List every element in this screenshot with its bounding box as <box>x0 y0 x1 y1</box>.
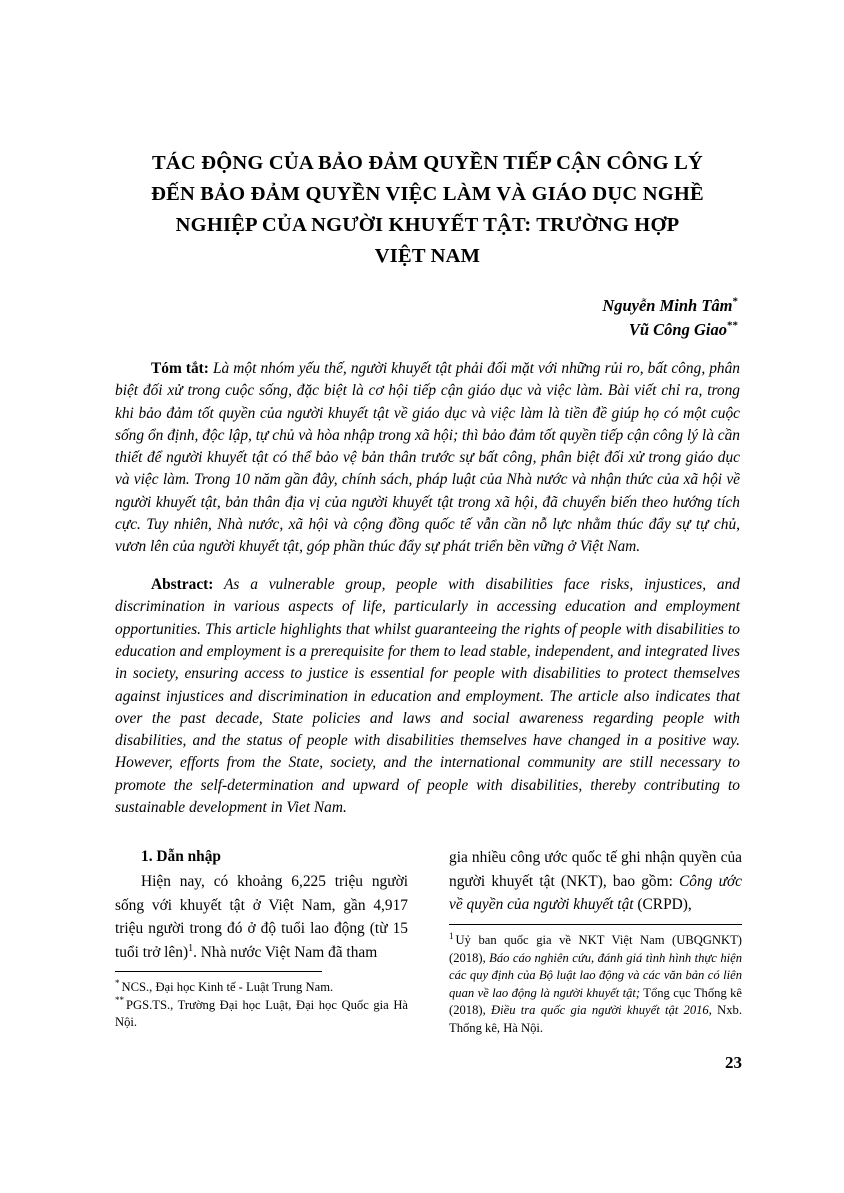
title-line-4: VIỆT NAM <box>374 245 481 267</box>
footnote-area-right <box>449 924 742 1038</box>
author-2 <box>115 318 738 342</box>
footnote-1-marker: 1 <box>449 930 454 941</box>
abstract-vietnamese <box>115 358 740 559</box>
author-list <box>115 294 740 342</box>
abstract-vietnamese-label: Tóm tắt: <box>151 360 209 377</box>
footnote-1-part1: Uỷ ban quốc gia về NKT Việt Nam (UBQGNKT) (2018), <box>449 933 742 965</box>
title-line-3: NGHIỆP CỦA NGƯỜI KHUYẾT TẬT: TRƯỜNG HỢP <box>175 214 680 236</box>
author-1 <box>115 294 738 318</box>
title-line-2: ĐẾN BẢO ĐẢM QUYỀN VIỆC LÀM VÀ GIÁO DỤC NGHỀ <box>151 183 704 205</box>
page-number: 23 <box>725 1053 742 1072</box>
footnote-1-italic2: Điều tra quốc gia người khuyết tật 2016 <box>491 1003 709 1018</box>
body-right-post: (CRPD), <box>633 896 692 913</box>
footnote-ref-1[interactable]: 1 <box>188 942 194 954</box>
footnote-separator-left <box>115 971 322 972</box>
footnote-area-left <box>115 971 408 1032</box>
body-right-italic: Công ước về quyền của người khuyết tật <box>449 872 743 913</box>
footnote-1-italic1: Báo cáo nghiên cứu, đánh giá tình hình thực hiện các quy định của Bộ luật lao động và các văn bản có liên quan về lao động là người khuyết tật; <box>449 950 742 1000</box>
section-heading: 1. Dẫn nhập <box>141 848 221 865</box>
footnote-list-right <box>449 932 742 1038</box>
abstract-english <box>115 574 740 819</box>
page-title <box>115 148 740 272</box>
body-left-pre: Hiện nay, có khoảng 6,225 triệu người sống với khuyết tật ở Việt Nam, gần 4,917 triệu người trong đó ở độ tuổi lao động (từ 15 tuổi trở lên) <box>115 873 408 961</box>
body-paragraph-left <box>115 870 408 964</box>
footnote-double-asterisk-text: PGS.TS., Trường Đại học Luật, Đại học Quốc gia Hà Nội. <box>115 997 408 1030</box>
author-1-name: Nguyễn Minh Tâm <box>602 296 733 315</box>
footnote-separator-right <box>449 924 742 925</box>
footnote-asterisk-text: NCS., Đại học Kinh tế - Luật Trung Nam. <box>121 980 334 994</box>
footnote-1 <box>449 932 742 1038</box>
footnote-1-part3: , Nxb. Thống kê, Hà Nội. <box>449 1003 742 1035</box>
body-paragraph-right <box>449 846 742 917</box>
footnote-1-part2: Tổng cục Thống kê (2018), <box>449 985 743 1018</box>
body-columns <box>115 846 743 1035</box>
author-2-name: Vũ Công Giao <box>628 320 727 339</box>
footnote-list-left <box>115 979 408 1032</box>
footnote-double-asterisk <box>115 997 408 1032</box>
author-1-marker: * <box>732 295 738 308</box>
body-left-post: . Nhà nước Việt Nam đã tham <box>193 943 378 961</box>
footnote-asterisk <box>115 979 408 997</box>
column-left <box>115 846 408 1030</box>
author-2-marker: ** <box>727 319 738 332</box>
body-right-pre: gia nhiều công ước quốc tế ghi nhận quyền của người khuyết tật (NKT), bao gồm: <box>449 849 742 890</box>
page-content <box>115 0 740 835</box>
column-right <box>449 846 743 1035</box>
abstract-vietnamese-text: Là một nhóm yếu thế, người khuyết tật phải đối mặt với những rủi ro, bất công, phân biệt đối xử trong cuộc sống, đặc biệt là cơ hội tiếp cận giáo dục và việc làm. Bài viết chỉ ra, trong khi bảo đảm tốt quyền của người khuyết tật về giáo dục và việc làm là tiền đề giúp họ có một cuộc sống ổn định, độc lập, tự chủ và hòa nhập trong xã hội; thì bảo đảm tốt quyền tiếp cận công lý là cần thiết để người khuyết tật có thể bảo vệ bản thân trước sự bất công, phân biệt đối xử trong giáo dục và việc làm. Trong 10 năm gần đây, chính sách, pháp luật của Nhà nước và nhận thức của xã hội về người khuyết tật, bản thân địa vị của người khuyết tật trong xã hội, đã chuyển biến theo hướng tích cực. Tuy nhiên, Nhà nước, xã hội và cộng đồng quốc tế vẫn cần nỗ lực nhằm thúc đẩy sự tự chủ, vươn lên của người khuyết tật, góp phần thúc đẩy sự phát triển bền vững ở Việt Nam. <box>115 360 741 556</box>
footnote-double-asterisk-marker: ** <box>115 995 124 1006</box>
abstract-english-text: As a vulnerable group, people with disabilities face risks, injustices, and discrimination in various aspects of life, particularly in accessing education and employment opportunities. This article highlights that whilst guaranteeing the rights of people with disabilities to education and employment is a prerequisite for them to lead stable, independent, and integrated lives in society, ensuring access to justice is essential for people with disabilities to protect themselves against injustices and discrimination in education and employment. The article also indicates that over the past decade, State policies and laws and social awareness regarding people with disabilities, and the status of people with disabilities themselves have changed in a positive way. However, efforts from the State, society, and the international community are still necessary to promote the self-determination and upward of people with disabilities, thereby contributing to sustainable development in Viet Nam. <box>115 576 740 817</box>
abstract-english-label: Abstract: <box>151 576 214 594</box>
title-line-1: TÁC ĐỘNG CỦA BẢO ĐẢM QUYỀN TIẾP CẬN CÔNG LÝ <box>152 152 703 174</box>
footnote-asterisk-marker: * <box>115 977 120 988</box>
